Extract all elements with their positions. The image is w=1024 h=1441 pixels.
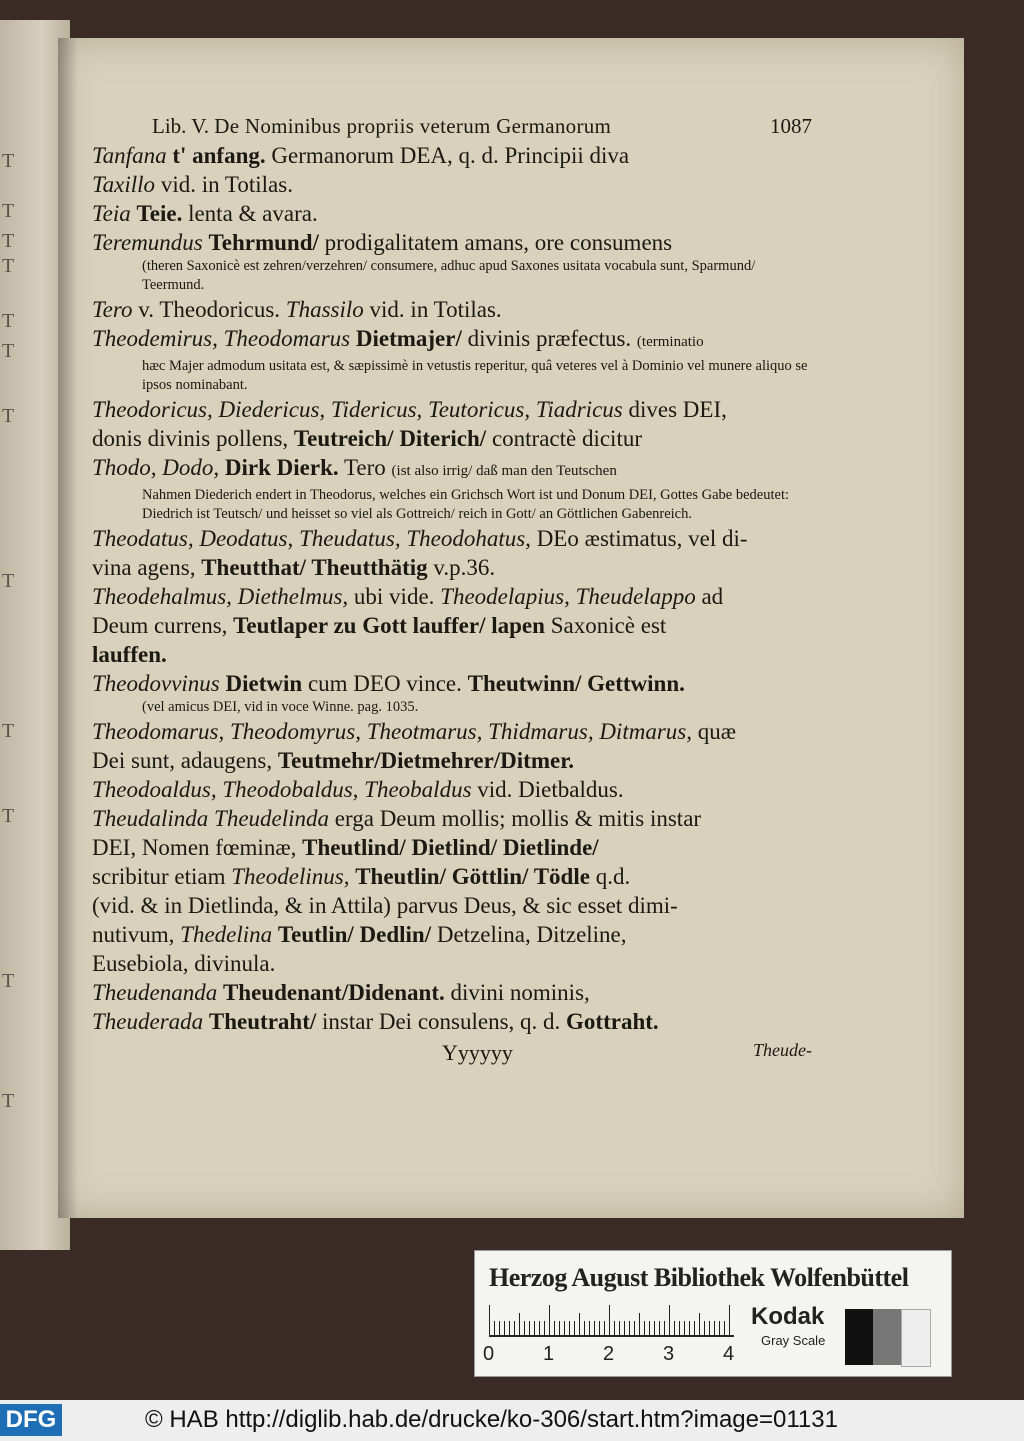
dictionary-entry — [92, 833, 812, 862]
entry-cont: scribitur etiam — [92, 864, 226, 889]
entry-text: Tero — [343, 455, 386, 480]
ruler-tick — [724, 1321, 725, 1335]
entry-name: Theodovvinus — [92, 671, 220, 696]
gray-swatch-mid — [873, 1309, 901, 1365]
entry-name: Theodelinus, — [231, 864, 350, 889]
entry-frak: Theutthat/ Theutthätig — [201, 555, 428, 580]
footer-bar — [0, 1400, 1024, 1441]
ruler-number: 0 — [483, 1343, 495, 1365]
entry-name2: Theodelapius, Theudelappo — [440, 584, 696, 609]
dictionary-entry — [92, 228, 812, 257]
entry-name: Teia — [92, 201, 131, 226]
ruler-tick — [594, 1321, 595, 1335]
dictionary-entry — [92, 862, 812, 891]
dictionary-entry — [92, 553, 812, 582]
entry-name: Theodatus, Deodatus, Theudatus, Theodohatus, — [92, 526, 531, 551]
entry-name: Theuderada — [92, 1009, 204, 1034]
ruler-tick — [504, 1321, 505, 1335]
ruler-tick — [684, 1321, 685, 1335]
ruler-number: 1 — [543, 1343, 555, 1365]
entry-frak: Teutreich/ Diterich/ — [293, 426, 487, 451]
note-text: Nahmen Diederich endert in Theodorus, welches ein Grichsch Wort ist und Donum DEI, Gottes Gabe bedeutet: Diedrich ist Teutsch/ und heisset so viel als Gottreich/ reich in Gott/ an Göttlichen Gabenreich. — [142, 487, 789, 522]
ruler-tick — [669, 1305, 670, 1335]
entry-text: contractè dicitur — [491, 426, 642, 451]
ruler-tick — [534, 1321, 535, 1335]
ruler-tick — [524, 1321, 525, 1335]
entry-frak: Theutraht/ — [208, 1009, 317, 1034]
entry-frak: Dietwin — [225, 671, 303, 696]
dictionary-entry — [92, 920, 812, 949]
dictionary-entry — [92, 141, 812, 170]
dictionary-entry — [92, 775, 812, 804]
library-label — [474, 1250, 952, 1377]
ruler-number: 3 — [663, 1343, 675, 1365]
ruler-number: 2 — [603, 1343, 615, 1365]
facing-page-edge: T T T T T T T T T T T T — [0, 20, 70, 1250]
ruler-tick — [599, 1321, 600, 1335]
ruler-tick — [569, 1321, 570, 1335]
ruler-tick — [564, 1321, 565, 1335]
dfg-logo: DFG — [0, 1404, 62, 1436]
entry-name: Thedelina — [180, 922, 273, 947]
ruler-tick — [579, 1313, 580, 1335]
gray-scale-caption: Gray Scale — [761, 1333, 826, 1348]
entry-frak: Teie. — [136, 201, 183, 226]
entry-name: Theodomarus, Theodomyrus, Theotmarus, Thidmarus, Ditmarus, — [92, 719, 692, 744]
ruler-tick — [499, 1321, 500, 1335]
entry-text: v. Theodoricus. — [138, 297, 281, 322]
ruler-tick — [544, 1321, 545, 1335]
ruler-tick — [709, 1321, 710, 1335]
ruler-tick — [659, 1321, 660, 1335]
ruler-tick — [624, 1321, 625, 1335]
dictionary-entry — [92, 424, 812, 453]
entry-text2: ad — [701, 584, 724, 609]
ruler-tick — [549, 1305, 550, 1335]
entry-text: erga Deum mollis; mollis & mitis instar — [334, 806, 702, 831]
running-title — [152, 114, 611, 139]
note-text: (theren Saxonicè est zehren/verzehren/ consumere, adhuc apud Saxones usitata vocabula sunt, Sparmund/ Teermund. — [142, 258, 756, 293]
dictionary-entry — [92, 324, 812, 357]
entry-text: q.d. — [595, 864, 631, 889]
entry-frak: t' anfang. — [172, 143, 266, 168]
ruler-tick — [639, 1313, 640, 1335]
ruler-tick — [634, 1321, 635, 1335]
entry-cont-italic: Thodo, Dodo, — [92, 455, 220, 480]
entry-name: Theodehalmus, Diethelmus, — [92, 584, 349, 609]
entry-frak: Teutmehr/Dietmehrer/Ditmer. — [277, 748, 575, 773]
page-number: 1087 — [770, 114, 812, 138]
ruler-tick — [489, 1305, 490, 1335]
ruler-number: 4 — [723, 1343, 735, 1365]
dictionary-entry — [92, 717, 812, 746]
entry-name: Taxillo — [92, 172, 156, 197]
ruler-tick — [664, 1321, 665, 1335]
entry-cont: (vid. & in Dietlinda, & in Attila) parvus Deus, & sic esset dimi- — [92, 893, 678, 918]
ruler-tick — [699, 1313, 700, 1335]
entry-text: instar Dei consulens, — [322, 1009, 515, 1034]
entry-frak: Theudenant/Didenant. — [222, 980, 445, 1005]
entry-name: Theudalinda Theudelinda — [92, 806, 330, 831]
dictionary-entry — [92, 611, 812, 640]
ruler-tick — [689, 1321, 690, 1335]
dictionary-entry — [92, 1007, 812, 1036]
ruler-tick — [674, 1321, 675, 1335]
entry-frak2: Gottraht. — [566, 1009, 659, 1034]
entry-text: dives DEI, — [628, 397, 727, 422]
entry-text: lenta & avara. — [188, 201, 318, 226]
ruler-tick — [629, 1321, 630, 1335]
dictionary-entry — [92, 453, 812, 486]
ruler-tick — [649, 1321, 650, 1335]
dictionary-entry — [92, 891, 812, 920]
entry-cont: vina agens, — [92, 555, 196, 580]
entry-text: Germanorum DEA, q. d. Principii diva — [271, 143, 630, 168]
book-number: Lib. V. — [152, 114, 209, 138]
ruler-tick — [519, 1313, 520, 1335]
entry-name2: Thassilo — [285, 297, 364, 322]
entry-text: vid. in Totilas. — [160, 172, 293, 197]
dictionary-entry — [92, 804, 812, 833]
entry-frak: Dietmajer/ — [355, 326, 462, 351]
entry-note — [92, 257, 812, 295]
note-text: (vel amicus DEI, vid in voce Winne. pag. 1035. — [142, 699, 419, 715]
entry-text: quæ — [697, 719, 737, 744]
header-title: De Nominibus propriis veterum Germanorum — [214, 114, 612, 138]
entry-name: Theodoaldus, Theodobaldus, Theobaldus — [92, 777, 472, 802]
entry-text: Detzelina, Ditzeline, — [436, 922, 627, 947]
library-name: Herzog August Bibliothek Wolfenbüttel — [489, 1263, 909, 1292]
ruler-tick — [704, 1321, 705, 1335]
ruler-tick — [654, 1321, 655, 1335]
dictionary-entry — [92, 949, 812, 978]
entry-frak: Tehrmund/ — [208, 230, 319, 255]
entry-note — [92, 357, 812, 395]
measurement-ruler — [489, 1303, 734, 1337]
dictionary-entry — [92, 295, 812, 324]
dictionary-entry — [92, 524, 812, 553]
entry-frak2: Theutwinn/ Gettwinn. — [467, 671, 685, 696]
ruler-tick — [514, 1321, 515, 1335]
gray-swatch-black — [845, 1309, 873, 1365]
catchword: Theude- — [753, 1040, 812, 1060]
ruler-tick — [574, 1321, 575, 1335]
entry-text2: vid. in Totilas. — [369, 297, 502, 322]
entry-name: Theudenanda — [92, 980, 218, 1005]
copyright-link[interactable]: © HAB http://diglib.hab.de/drucke/ko-306/start.htm?image=01131 — [145, 1406, 838, 1433]
entry-small: (ist also irrig/ daß man den Teutschen — [391, 463, 617, 479]
gray-swatch-white — [901, 1309, 931, 1367]
entry-cont: Eusebiola, divinula. — [92, 951, 276, 976]
ruler-tick — [494, 1321, 495, 1335]
entry-frak: Teutlaper zu Gott lauffer/ lapen — [233, 613, 545, 638]
entry-name: Theodoricus, Diedericus, Tidericus, Teutoricus, Tiadricus — [92, 397, 623, 422]
ruler-tick — [584, 1321, 585, 1335]
entry-frak: Theutlin/ Göttlin/ Tödle — [355, 864, 590, 889]
entry-text: Saxonicè est — [550, 613, 667, 638]
ruler-tick — [729, 1305, 730, 1335]
dictionary-entry — [92, 199, 812, 228]
entry-name: Tero — [92, 297, 133, 322]
entry-cont: nutivum, — [92, 922, 175, 947]
dictionary-entry — [92, 395, 812, 424]
entry-cont-frak: lauffen. — [92, 642, 167, 667]
ruler-tick — [554, 1321, 555, 1335]
ruler-tick — [529, 1321, 530, 1335]
running-header — [152, 114, 812, 139]
entry-text: divini nominis, — [450, 980, 590, 1005]
ruler-tick — [509, 1321, 510, 1335]
note-text: hæc Majer admodum usitata est, & sæpissimè in vetustis reperitur, quâ veteres vel à Dominio vel munere aliquo se ipsos nominabant. — [142, 358, 808, 393]
entry-small: (terminatio — [636, 334, 704, 350]
entry-text2: q. d. — [520, 1009, 561, 1034]
entry-text: prodigalitatem amans, ore consumens — [324, 230, 673, 255]
ruler-tick — [614, 1321, 615, 1335]
entry-note — [92, 698, 812, 717]
entry-text: cum DEO vince. — [307, 671, 462, 696]
entry-name: Teremundus — [92, 230, 203, 255]
entry-frak: Dirk Dierk. — [224, 455, 339, 480]
kodak-logo: Kodak — [751, 1303, 825, 1330]
dictionary-entry — [92, 582, 812, 611]
ruler-tick — [589, 1321, 590, 1335]
page-gutter-shadow — [58, 38, 78, 1218]
ruler-tick — [609, 1305, 610, 1335]
signature-mark: Yyyyyy — [442, 1040, 513, 1065]
entry-text: ubi vide. — [353, 584, 435, 609]
entry-frak: Teutlin/ Dedlin/ — [277, 922, 432, 947]
dictionary-entry — [92, 978, 812, 1007]
entry-cont: donis divinis pollens, — [92, 426, 289, 451]
page-text — [92, 114, 812, 1066]
ruler-tick — [644, 1321, 645, 1335]
dictionary-entry — [92, 669, 812, 698]
entry-text: DEo æstimatus, vel di- — [536, 526, 748, 551]
entry-frak: Theutlind/ Dietlind/ Dietlinde/ — [302, 835, 599, 860]
dictionary-entry — [92, 746, 812, 775]
dictionary-entry — [92, 170, 812, 199]
ruler-tick — [694, 1321, 695, 1335]
footer-line — [92, 1040, 812, 1066]
ruler-tick — [719, 1321, 720, 1335]
dictionary-entries — [92, 141, 812, 1036]
entry-name: Tanfana — [92, 143, 167, 168]
ruler-tick — [604, 1321, 605, 1335]
entry-note — [92, 486, 812, 524]
entry-cont: Deum currens, — [92, 613, 228, 638]
entry-text: v.p.36. — [433, 555, 496, 580]
ruler-tick — [539, 1321, 540, 1335]
entry-name: Theodemirus, Theodomarus — [92, 326, 351, 351]
entry-cont: Dei sunt, adaugens, — [92, 748, 273, 773]
ruler-tick — [714, 1321, 715, 1335]
entry-text: vid. Dietbaldus. — [477, 777, 624, 802]
dictionary-entry — [92, 640, 812, 669]
ruler-tick — [679, 1321, 680, 1335]
entry-cont: DEI, Nomen fœminæ, — [92, 835, 297, 860]
ruler-tick — [619, 1321, 620, 1335]
ruler-tick — [559, 1321, 560, 1335]
entry-text: divinis præfectus. — [467, 326, 632, 351]
